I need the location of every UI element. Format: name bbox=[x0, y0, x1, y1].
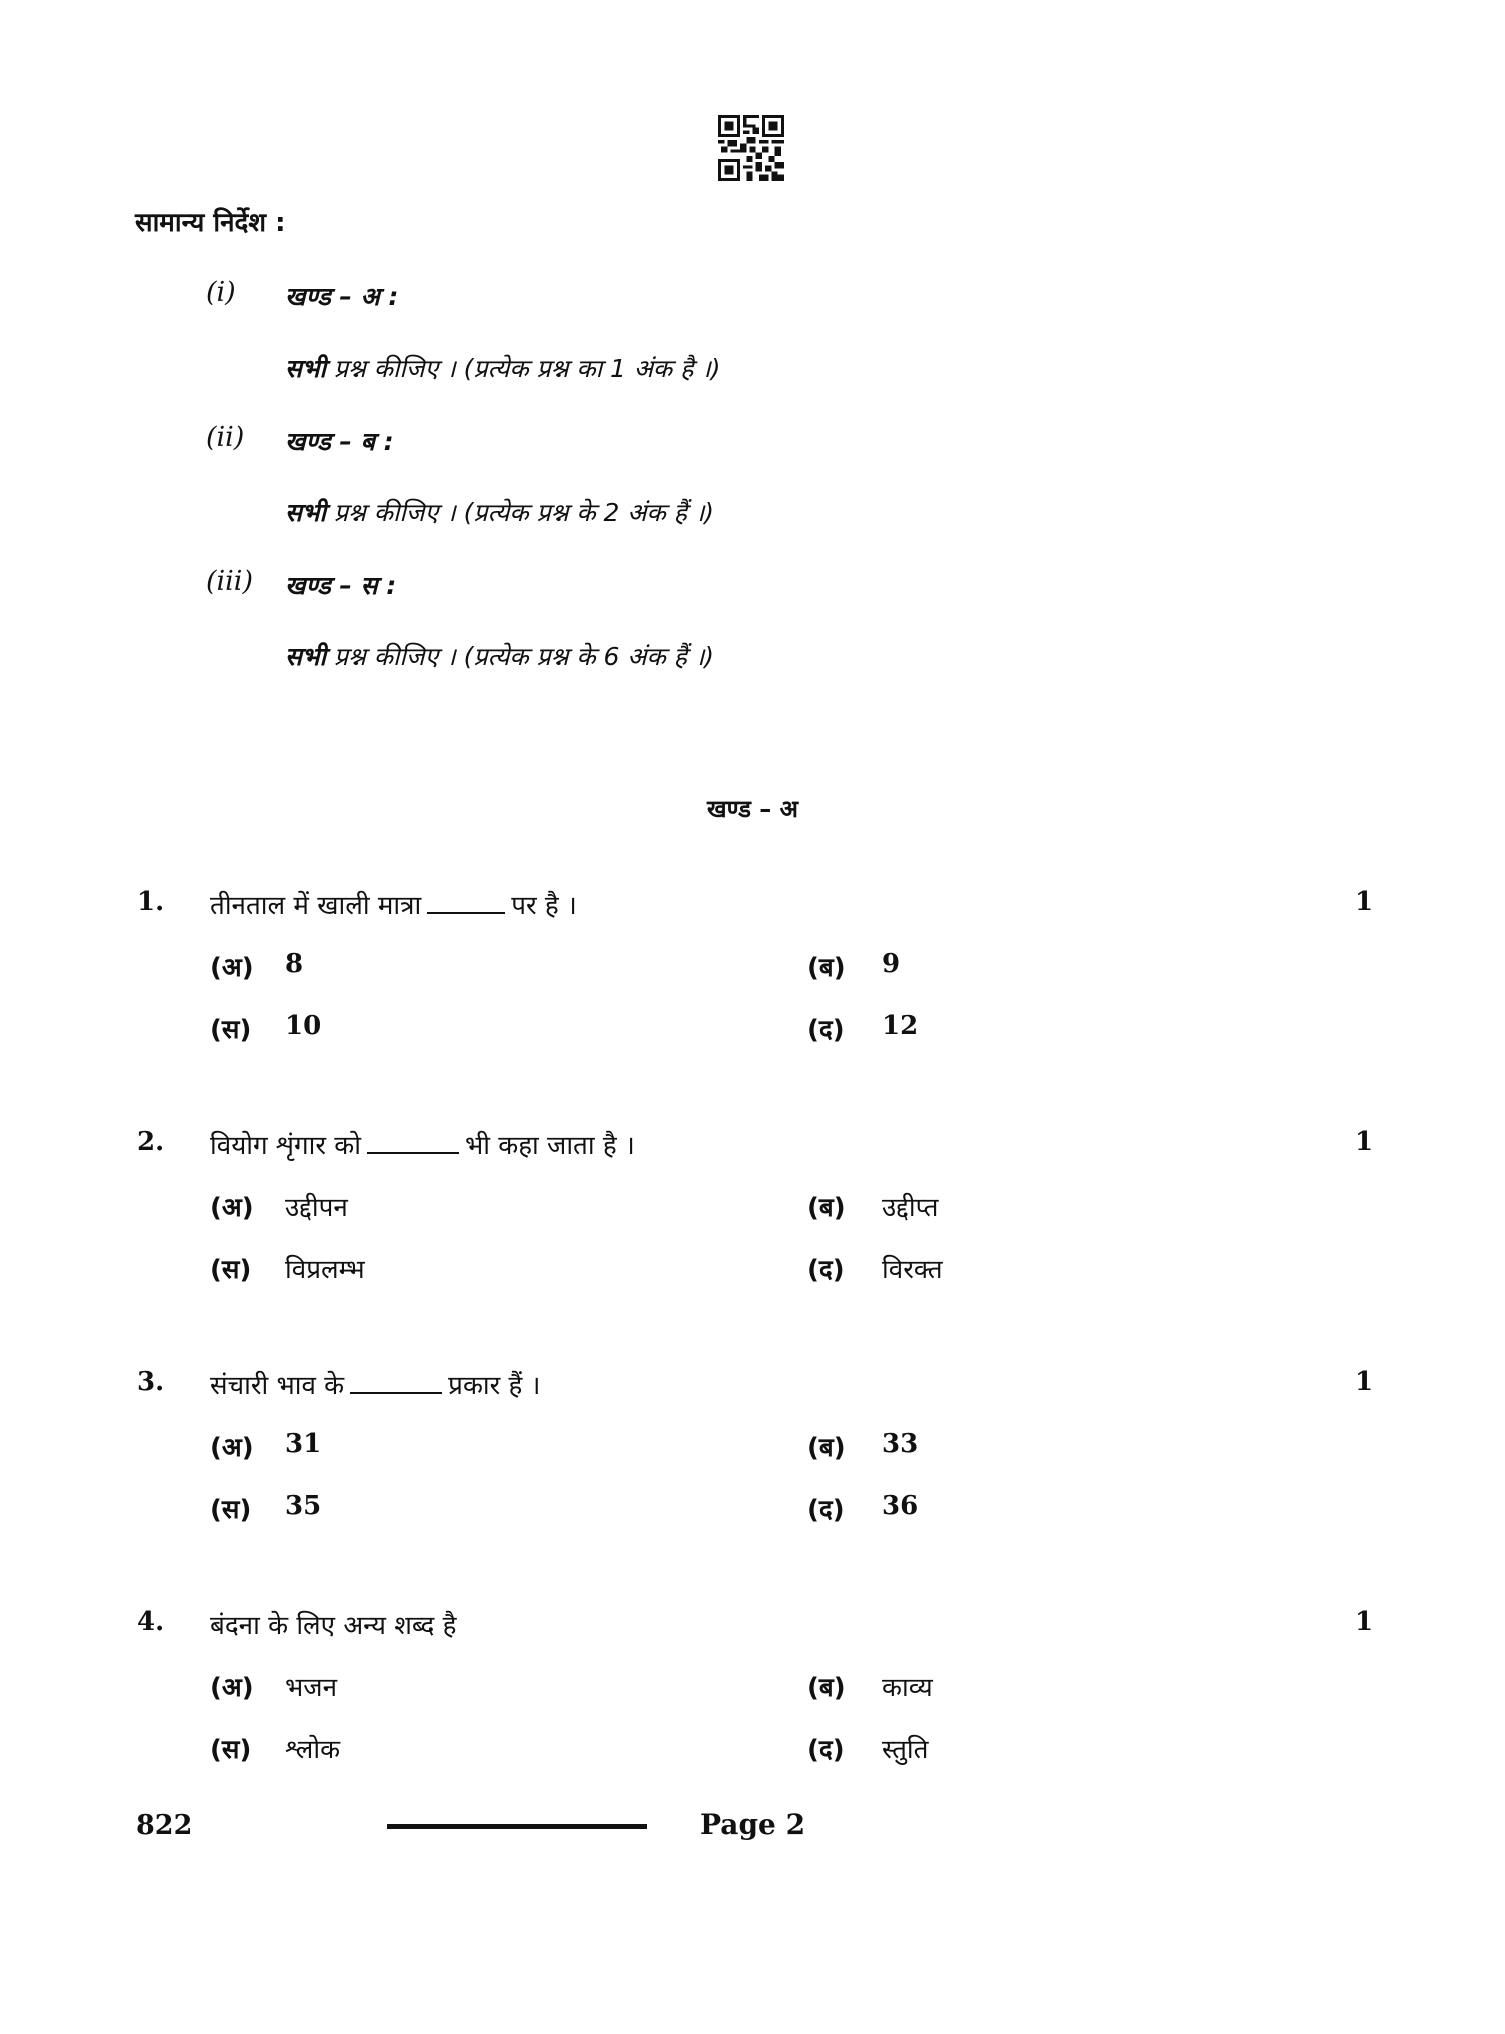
option-label: (ब) bbox=[807, 1193, 846, 1223]
question-number: 2. bbox=[137, 1127, 165, 1157]
question-number: 1. bbox=[137, 887, 165, 917]
option-value[interactable]: भजन bbox=[285, 1673, 338, 1703]
option-label: (द) bbox=[807, 1495, 845, 1525]
option-label: (स) bbox=[210, 1735, 252, 1765]
paper-code: 822 bbox=[136, 1810, 193, 1841]
option-value[interactable]: 31 bbox=[285, 1429, 322, 1459]
option-label: (ब) bbox=[807, 953, 846, 983]
option-label: (स) bbox=[210, 1495, 252, 1525]
qr-code-icon bbox=[718, 115, 784, 181]
option-value[interactable]: स्तुति bbox=[882, 1735, 929, 1765]
instruction-number: (i) bbox=[206, 277, 236, 308]
option-label: (अ) bbox=[210, 1673, 254, 1703]
instruction-title: खण्ड – ब : bbox=[285, 427, 394, 456]
option-label: (अ) bbox=[210, 953, 254, 983]
page-number: Page 2 bbox=[700, 1808, 806, 1841]
general-instructions-heading: सामान्य निर्देश : bbox=[135, 208, 286, 238]
option-label: (स) bbox=[210, 1015, 252, 1045]
option-value[interactable]: 9 bbox=[882, 949, 901, 979]
question-text: वियोग शृंगार को भी कहा जाता है । bbox=[210, 1131, 635, 1161]
instruction-text: सभी प्रश्न कीजिए । (प्रत्येक प्रश्न के 6 अंक हैं ।) bbox=[285, 642, 715, 671]
option-label: (अ) bbox=[210, 1433, 254, 1463]
question-marks: 1 bbox=[1355, 1127, 1374, 1157]
option-label: (अ) bbox=[210, 1193, 254, 1223]
question-text: तीनताल में खाली मात्रा पर है । bbox=[210, 891, 577, 921]
question-text: संचारी भाव के प्रकार हैं । bbox=[210, 1371, 541, 1401]
question-marks: 1 bbox=[1355, 1607, 1374, 1637]
answer-blank bbox=[367, 1130, 459, 1154]
option-value[interactable]: विप्रलम्भ bbox=[285, 1255, 365, 1285]
question-marks: 1 bbox=[1355, 887, 1374, 917]
section-heading: खण्ड – अ bbox=[707, 795, 798, 823]
option-value[interactable]: 35 bbox=[285, 1491, 322, 1521]
option-value[interactable]: 12 bbox=[882, 1011, 919, 1041]
option-value[interactable]: उद्दीपन bbox=[285, 1193, 348, 1223]
question-text: बंदना के लिए अन्य शब्द है bbox=[210, 1611, 457, 1641]
question-number: 3. bbox=[137, 1367, 165, 1397]
option-value[interactable]: 33 bbox=[882, 1429, 919, 1459]
option-label: (स) bbox=[210, 1255, 252, 1285]
answer-blank bbox=[427, 890, 505, 914]
option-value[interactable]: 10 bbox=[285, 1011, 322, 1041]
option-value[interactable]: श्लोक bbox=[285, 1735, 341, 1765]
instruction-number: (iii) bbox=[206, 566, 253, 597]
option-label: (द) bbox=[807, 1255, 845, 1285]
option-label: (ब) bbox=[807, 1673, 846, 1703]
option-value[interactable]: उद्दीप्त bbox=[882, 1193, 939, 1223]
footer-divider bbox=[387, 1824, 647, 1829]
option-label: (द) bbox=[807, 1735, 845, 1765]
instruction-number: (ii) bbox=[206, 422, 245, 453]
instruction-title: खण्ड – अ : bbox=[285, 282, 399, 311]
option-label: (द) bbox=[807, 1015, 845, 1045]
option-value[interactable]: विरक्त bbox=[882, 1255, 943, 1285]
instruction-text: सभी प्रश्न कीजिए । (प्रत्येक प्रश्न का 1 अंक है ।) bbox=[285, 354, 721, 383]
instruction-title: खण्ड – स : bbox=[285, 571, 397, 600]
answer-blank bbox=[350, 1370, 442, 1394]
option-label: (ब) bbox=[807, 1433, 846, 1463]
option-value[interactable]: काव्य bbox=[882, 1673, 933, 1703]
option-value[interactable]: 36 bbox=[882, 1491, 919, 1521]
question-number: 4. bbox=[137, 1607, 165, 1637]
option-value[interactable]: 8 bbox=[285, 949, 304, 979]
question-marks: 1 bbox=[1355, 1367, 1374, 1397]
instruction-text: सभी प्रश्न कीजिए । (प्रत्येक प्रश्न के 2 अंक हैं ।) bbox=[285, 498, 715, 527]
